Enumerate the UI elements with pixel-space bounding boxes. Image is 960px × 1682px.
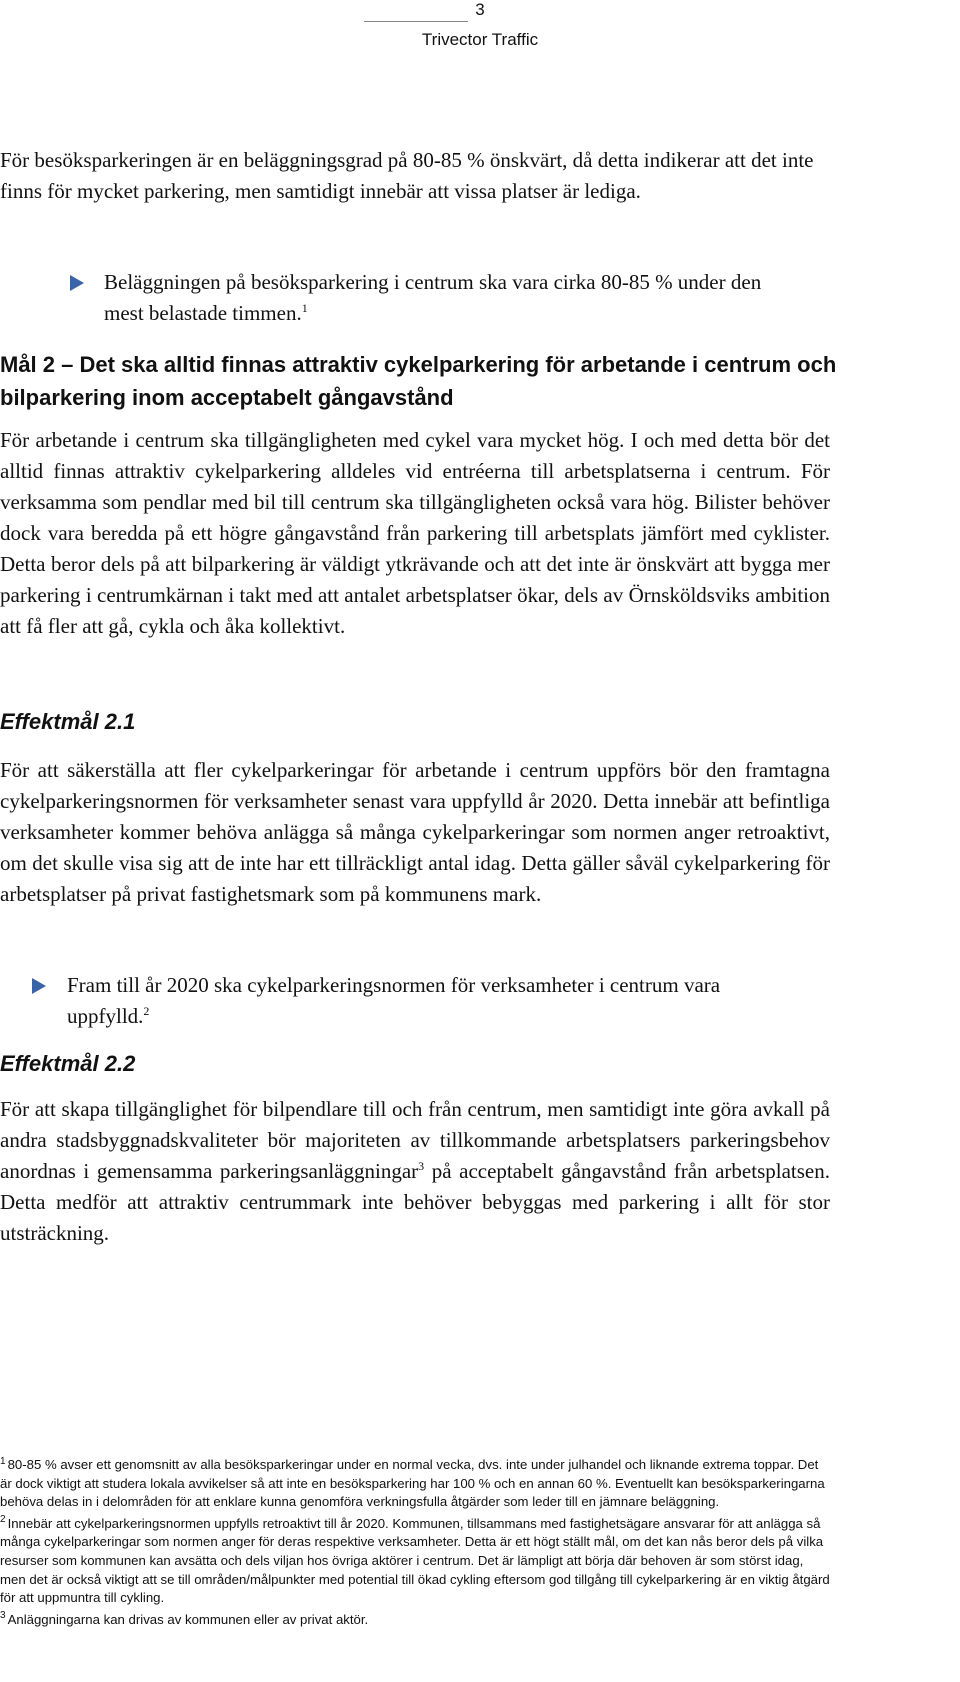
intro-paragraph: För besöksparkeringen är en beläggningsgrad på 80-85 % önskvärt, då detta indikerar att det inte finns för mycket parkering, men samtidigt innebär att vissa platser är lediga. [0,148,814,203]
intro-bullet [70,267,830,329]
effect-goal-2-1-bullet-text: Fram till år 2020 ska cykelparkeringsnormen för verksamheter i centrum vara uppfylld.$^2$ [67,973,721,1028]
effect-goal-2-1-heading: Effektmål 2.1 [0,709,136,734]
effect-goal-2-2-paragraph: För att skapa tillgänglighet för bilpendlare till och från centrum, men samtidigt inte göra avkall på andra stadsbyggnadskvaliteter bör majoriteten av tillkommande arbetsplatsers parkeringsbehov anordnas i gemensamma parkeringsanläggningar$^3$ på acceptabelt gångavstånd från arbetsplatsen. Detta medför att attraktiv centrummark inte behöver bebyggas med parkering i allt för stor utsträckning. [0,1097,830,1245]
goal-2-paragraph: För arbetande i centrum ska tillgängligheten med cykel vara mycket hög. I och med detta bör det alltid finnas attraktiv cykelparkering alldeles vid entréerna till arbetsplatserna i centrum. För verksamma som pendlar med bil till centrum ska tillgängligheten också vara hög. Bilister behöver dock vara beredda på ett högre gångavstånd från parkering till arbetsplats jämfört med cyklister. Detta beror dels på att bilparkering är väldigt ytkrävande och att det inte är önskvärt att bygga mer parkering i centrumkärnan i takt med att antalet arbetsplatser ökar, dels av Örnsköldsviks ambition att få fler att gå, cykla och åka kollektivt. [0,428,830,638]
footnotes [0,1456,830,1632]
footnote-ref-1: 1 [301,301,308,315]
arrow-bullet-icon [32,978,46,994]
intro-bullet-text: Beläggningen på besöksparkering i centrum ska vara cirka 80-85 % under den mest belastade timmen.$^1$ [104,270,762,325]
arrow-bullet-icon [70,275,84,291]
footnote-ref-3: 3 [418,1159,425,1173]
footnote-3: $^3$ Anläggningarna kan drivas av kommunen eller av privat aktör. [0,1610,369,1627]
footnote-2: $^2$ Innebär att cykelparkeringsnormen uppfylls retroaktivt till år 2020. Kommunen, tillsammans med fastighetsägare ansvarar för att anlägga så många cykelparkeringar som normen anger för deras respektive verksamheter. Detta är ett högt ställt mål, om det kan nås beror dels på vilka resurser som kommunen kan avsätta och dels viljan hos övriga aktörer i centrum. Det är lämpligt att börja där behoven är som störst idag, men det är också viktigt att se till områden/målpunkter med potential till ökad cykling eftersom god tillgång till cykelparkering är en viktig åtgärd för att uppmuntra till cykling. [0,1514,830,1606]
footnote-ref-2: 2 [143,1004,150,1018]
header-title: Trivector Traffic [421,30,539,49]
effect-goal-2-1-paragraph: För att säkerställa att fler cykelparkeringar för arbetande i centrum uppförs bör den framtagna cykelparkeringsnormen för verksamheter senast vara uppfylld år 2020. Detta innebär att befintliga verksamheter kommer behöva anlägga så många cykelparkeringar som normen anger retroaktivt, om det skulle visa sig att de inte har ett tillräckligt antal idag. Detta gäller såväl cykelparkering för arbetsplatser på privat fastighetsmark som på kommunens mark. [0,758,830,906]
goal-2-heading: Mål 2 – Det ska alltid finnas attraktiv cykelparkering för arbetande i centrum och bilparkering inom acceptabelt gångavstånd [0,352,837,410]
page-number: 3 [475,0,485,19]
effect-goal-2-1-bullet [32,970,830,1032]
footnote-1: $^1$ 80-85 % avser ett genomsnitt av alla besöksparkeringar under en normal vecka, dvs. inte under julhandel och liknande extrema toppar. Det är dock viktigt att studera lokala avvikelser så att inte en besöksparkering har 100 % och en annan 60 %. Eventuellt kan besöksparkeringarna behöva delas in i delområden för att enklare kunna genomföra verkningsfulla åtgärder som leder till en jämnare beläggning. [0,1455,825,1510]
effect-goal-2-2-heading: Effektmål 2.2 [0,1051,136,1076]
header-divider [364,21,468,22]
